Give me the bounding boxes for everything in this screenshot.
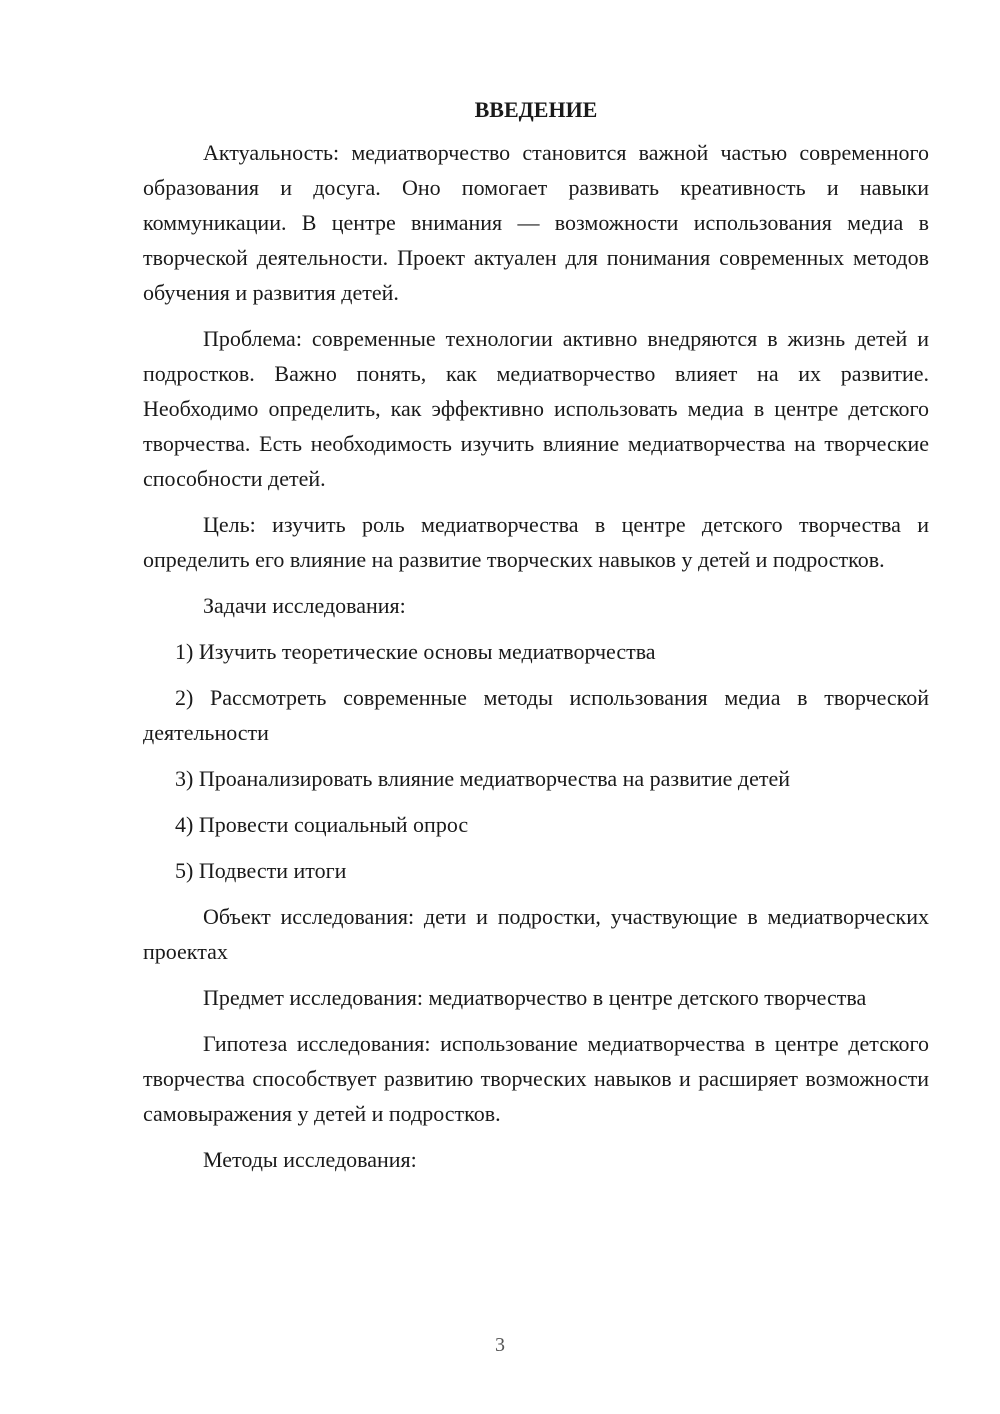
list-item: 5) Подвести итоги [175, 858, 347, 883]
paragraph-object: Объект исследования: дети и подростки, участвующие в медиатворческих проектах [143, 904, 929, 964]
paragraph-goal: Цель: изучить роль медиатворчества в центре детского творчества и определить его влияние на развитие творческих навыков у детей и подростков. [143, 512, 929, 572]
paragraph-subject: Предмет исследования: медиатворчество в центре детского творчества [203, 985, 867, 1010]
paragraph-problem: Проблема: современные технологии активно внедряются в жизнь детей и подростков. Важно понять, как медиатворчество влияет на их развитие. Необходимо определить, как эффективно использовать медиа в центре детского творчества. Есть необходимость изучить влияние медиатворчества на творческие способности детей. [143, 326, 929, 491]
section-heading: ВВЕДЕНИЕ [474, 97, 598, 122]
list-item: 3) Проанализировать влияние медиатворчества на развитие детей [175, 766, 791, 791]
page-number: 3 [495, 1334, 505, 1356]
list-item: 4) Провести социальный опрос [175, 812, 469, 837]
tasks-list [143, 634, 929, 888]
paragraph-hypothesis: Гипотеза исследования: использование медиатворчества в центре детского творчества способствует развитию творческих навыков и расширяет возможности самовыражения у детей и подростков. [143, 1031, 929, 1126]
paragraph-tasks-intro: Задачи исследования: [203, 593, 406, 618]
list-item: 1) Изучить теоретические основы медиатворчества [175, 639, 656, 664]
page-body [143, 95, 929, 1188]
paragraph-methods: Методы исследования: [203, 1147, 417, 1172]
paragraph-relevance: Актуальность: медиатворчество становится важной частью современного образования и досуга. Оно помогает развивать креативность и навыки коммуникации. В центре внимания — возможности использования медиа в творческой деятельности. Проект актуален для понимания современных методов обучения и развития детей. [143, 140, 929, 305]
list-item: 2) Рассмотреть современные методы использования медиа в творческой деятельности [143, 685, 929, 745]
